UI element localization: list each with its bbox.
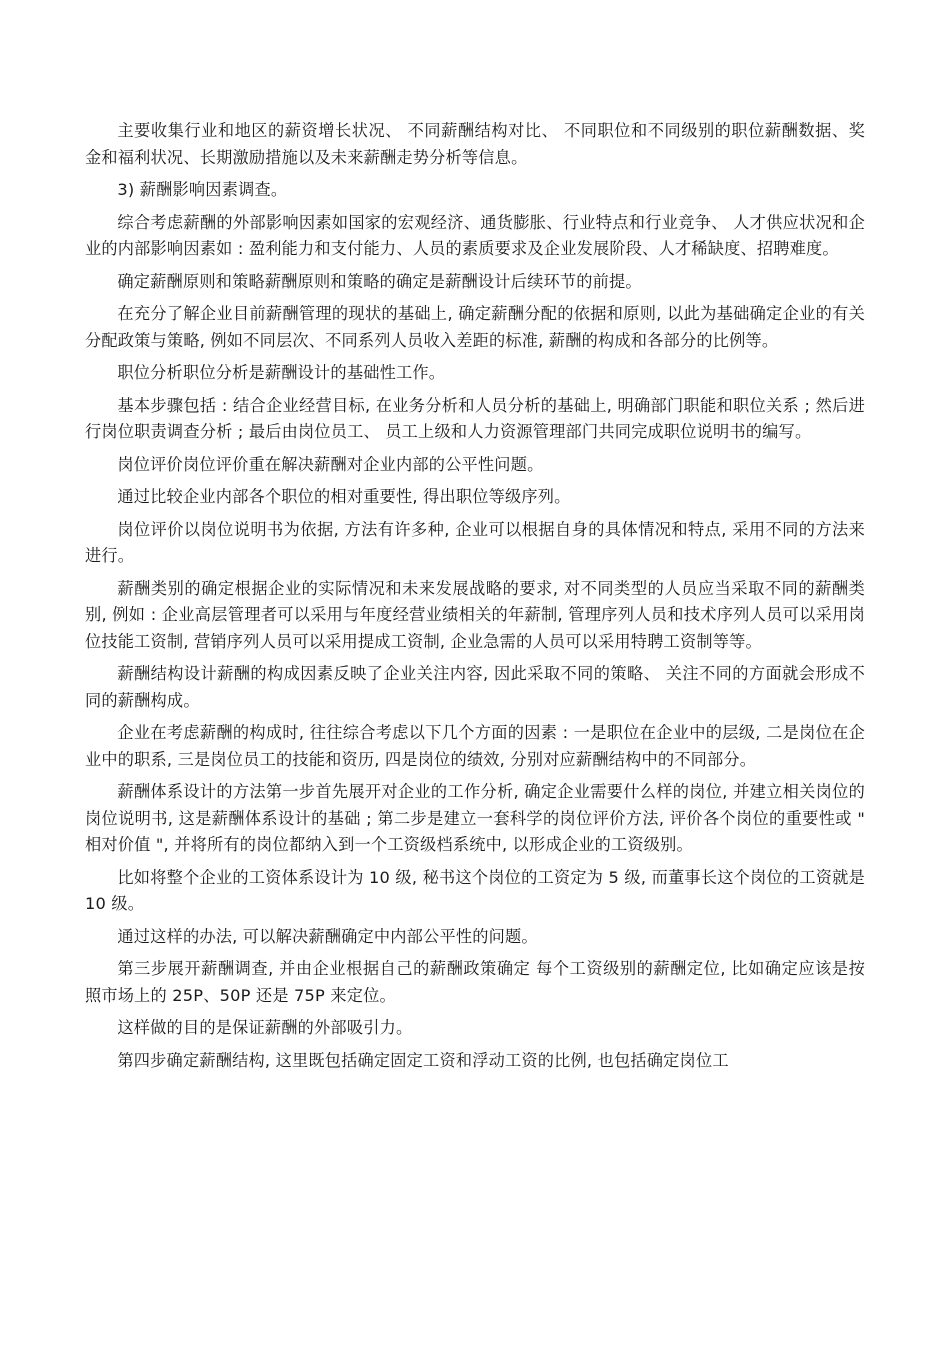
paragraph: 企业在考虑薪酬的构成时, 往往综合考虑以下几个方面的因素 : 一是职位在企业中的层级, 二是岗位在企业中的职系, 三是岗位员工的技能和资历, 四是岗位的绩效, 分别对应薪酬结构中的不同部分。 bbox=[85, 723, 865, 769]
paragraph: 第四步确定薪酬结构, 这里既包括确定固定工资和浮动工资的比例, 也包括确定岗位工 bbox=[117, 1050, 729, 1070]
paragraph: 主要收集行业和地区的薪资增长状况、 不同薪酬结构对比、 不同职位和不同级别的职位薪酬数据、奖金和福利状况、长期激励措施以及未来薪酬走势分析等信息。 bbox=[85, 121, 865, 167]
paragraph: 岗位评价岗位评价重在解决薪酬对企业内部的公平性问题。 bbox=[117, 454, 544, 474]
document-body bbox=[85, 118, 865, 1080]
paragraph: 第三步展开薪酬调查, 并由企业根据自己的薪酬政策确定 每个工资级别的薪酬定位, 比如确定应该是按照市场上的 25P、50P 还是 75P 来定位。 bbox=[85, 959, 865, 1005]
paragraph: 通过比较企业内部各个职位的相对重要性, 得出职位等级序列。 bbox=[117, 487, 571, 506]
paragraph: 薪酬类别的确定根据企业的实际情况和未来发展战略的要求, 对不同类型的人员应当采取不同的薪酬类别, 例如 : 企业高层管理者可以采用与年度经营业绩相关的年薪制, 管理序列人员和技术序列人员可以采用岗位技能工资制, 营销序列人员可以采用提成工资制, 企业急需的人员可以采用特聘工资制等等。 bbox=[85, 578, 865, 651]
paragraph: 综合考虑薪酬的外部影响因素如国家的宏观经济、通货膨胀、行业特点和行业竞争、 人才供应状况和企业的内部影响因素如 : 盈利能力和支付能力、人员的素质要求及企业发展阶段、人才稀缺度、招聘难度。 bbox=[85, 212, 865, 258]
paragraph: 确定薪酬原则和策略薪酬原则和策略的确定是薪酬设计后续环节的前提。 bbox=[117, 271, 642, 291]
paragraph: 在充分了解企业目前薪酬管理的现状的基础上, 确定薪酬分配的依据和原则, 以此为基础确定企业的有关分配政策与策略, 例如不同层次、不同系列人员收入差距的标准, 薪酬的构成和各部分的比例等。 bbox=[85, 304, 865, 350]
paragraph: 这样做的目的是保证薪酬的外部吸引力。 bbox=[117, 1018, 413, 1037]
paragraph: 比如将整个企业的工资体系设计为 10 级, 秘书这个岗位的工资定为 5 级, 而董事长这个岗位的工资就是 10 级。 bbox=[85, 867, 865, 913]
paragraph: 通过这样的办法, 可以解决薪酬确定中内部公平性的问题。 bbox=[117, 926, 538, 946]
paragraph: 薪酬体系设计的方法第一步首先展开对企业的工作分析, 确定企业需要什么样的岗位, 并建立相关岗位的岗位说明书, 这是薪酬体系设计的基础 ; 第二步是建立一套科学的岗位评价方法, 评价各个岗位的重要性或 " 相对价值 ", 并将所有的岗位都纳入到一个工资级档系统中, 以形成企业的工资级别。 bbox=[85, 782, 865, 854]
paragraph: 岗位评价以岗位说明书为依据, 方法有许多种, 企业可以根据自身的具体情况和特点, 采用不同的方法来进行。 bbox=[85, 519, 865, 565]
paragraph: 基本步骤包括 : 结合企业经营目标, 在业务分析和人员分析的基础上, 明确部门职能和职位关系 ; 然后进行岗位职责调查分析 ; 最后由岗位员工、 员工上级和人力资源管理部门共同完成职位说明书的编写。 bbox=[85, 395, 865, 441]
paragraph: 薪酬结构设计薪酬的构成因素反映了企业关注内容, 因此采取不同的策略、 关注不同的方面就会形成不同的薪酬构成。 bbox=[85, 664, 865, 710]
paragraph: 职位分析职位分析是薪酬设计的基础性工作。 bbox=[117, 363, 446, 382]
paragraph: 3) 薪酬影响因素调查。 bbox=[117, 180, 288, 199]
